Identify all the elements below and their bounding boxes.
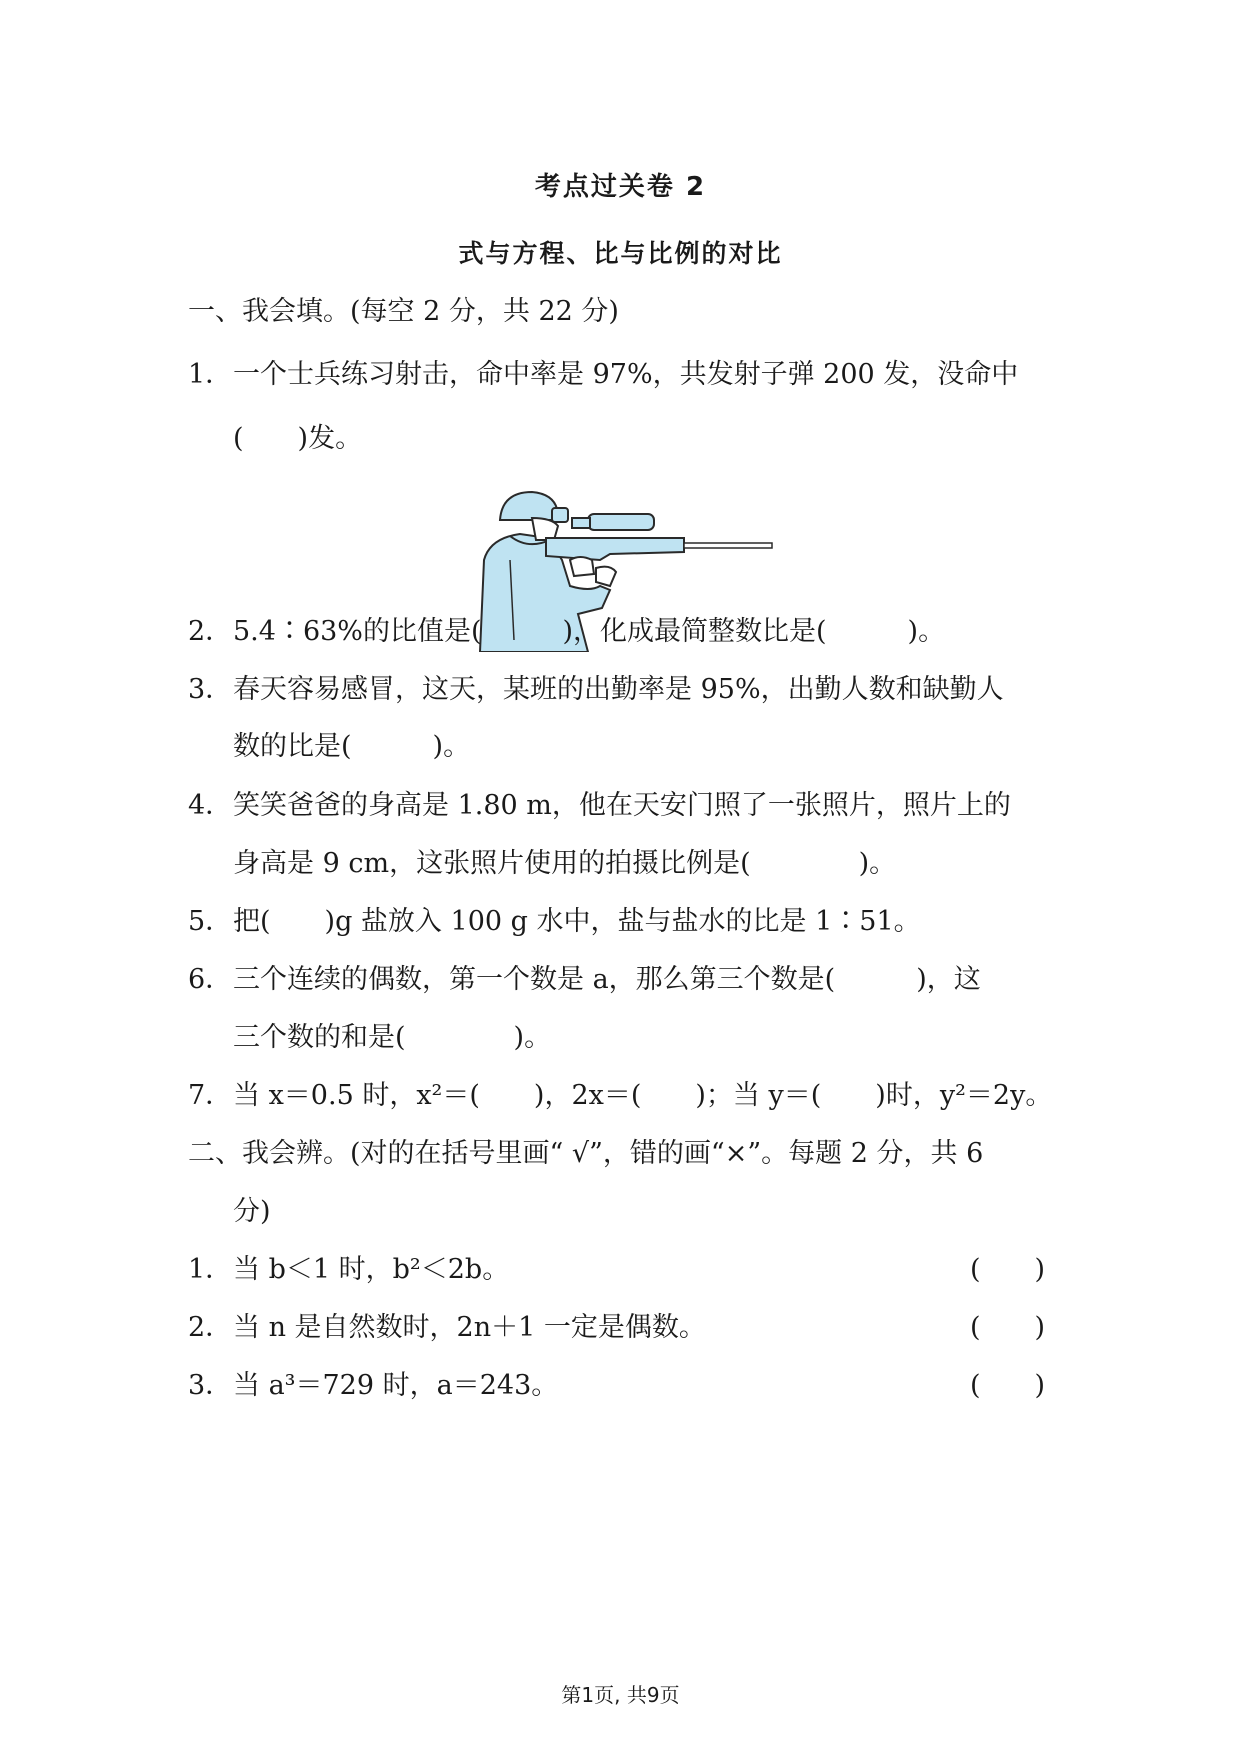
question-text: 笑笑爸爸的身高是 1.80 m，他在天安门照了一张照片，照片上的 [233, 790, 1011, 821]
answer-bracket[interactable]: ( ) [970, 1370, 1046, 1401]
judge-question-3 [188, 1368, 558, 1404]
question-text: 当 x＝0.5 时，x²＝( )，2x＝( )；当 y＝( )时，y²＝2y。 [233, 1080, 1053, 1111]
question-text: 春天容易感冒，这天，某班的出勤率是 95%，出勤人数和缺勤人 [233, 674, 1004, 705]
question-2 [188, 614, 945, 650]
question-6-line1 [188, 962, 981, 998]
question-text: 当 a³＝729 时，a＝243。 [233, 1370, 559, 1401]
question-3-line1 [188, 672, 1004, 708]
question-3-line2: 数的比是( )。 [233, 731, 471, 762]
exam-title: 考点过关卷 2 [534, 172, 707, 202]
question-text: 三个连续的偶数，第一个数是 a，那么第三个数是( )，这 [233, 964, 981, 995]
question-number: 6． [188, 964, 233, 995]
answer-bracket[interactable]: ( ) [970, 1254, 1046, 1285]
question-4-line1 [188, 788, 1011, 824]
question-number: 4． [188, 790, 233, 821]
question-number: 7． [188, 1080, 233, 1111]
answer-bracket[interactable]: ( ) [970, 1312, 1046, 1343]
section1-heading: 一、我会填。(每空 2 分，共 22 分) [188, 296, 619, 327]
question-text: 当 b＜1 时，b²＜2b。 [233, 1254, 510, 1285]
judge-question-2 [188, 1310, 706, 1346]
question-text: 当 n 是自然数时，2n＋1 一定是偶数。 [233, 1312, 706, 1343]
section2-heading-line2: 分) [233, 1196, 271, 1227]
question-text: 5.4∶63%的比值是( )，化成最简整数比是( )。 [233, 616, 946, 647]
question-text: 一个士兵练习射击，命中率是 97%，共发射子弹 200 发，没命中 [233, 359, 1019, 390]
question-1-line1 [188, 357, 1018, 393]
question-number: 1． [188, 359, 233, 390]
question-4-line2: 身高是 9 cm，这张照片使用的拍摄比例是( )。 [233, 848, 897, 879]
question-number: 5． [188, 906, 233, 937]
question-5 [188, 904, 921, 940]
exam-subtitle: 式与方程、比与比例的对比 [458, 239, 783, 268]
question-number: 2． [188, 616, 233, 647]
question-number: 3． [188, 674, 233, 705]
question-1-line2: ( )发。 [233, 423, 363, 454]
section2-heading-line1: 二、我会辨。(对的在括号里画“ √”，错的画“×”。每题 2 分，共 6 [188, 1138, 984, 1169]
question-6-line2: 三个数的和是( )。 [233, 1022, 552, 1053]
question-7 [188, 1078, 1052, 1114]
question-number: 2． [188, 1312, 233, 1343]
page-footer: 第1页, 共9页 [561, 1683, 680, 1707]
question-number: 1． [188, 1254, 233, 1285]
judge-question-1 [188, 1252, 509, 1288]
question-text: 把( )g 盐放入 100 g 水中，盐与盐水的比是 1∶51。 [233, 906, 921, 937]
question-number: 3． [188, 1370, 233, 1401]
